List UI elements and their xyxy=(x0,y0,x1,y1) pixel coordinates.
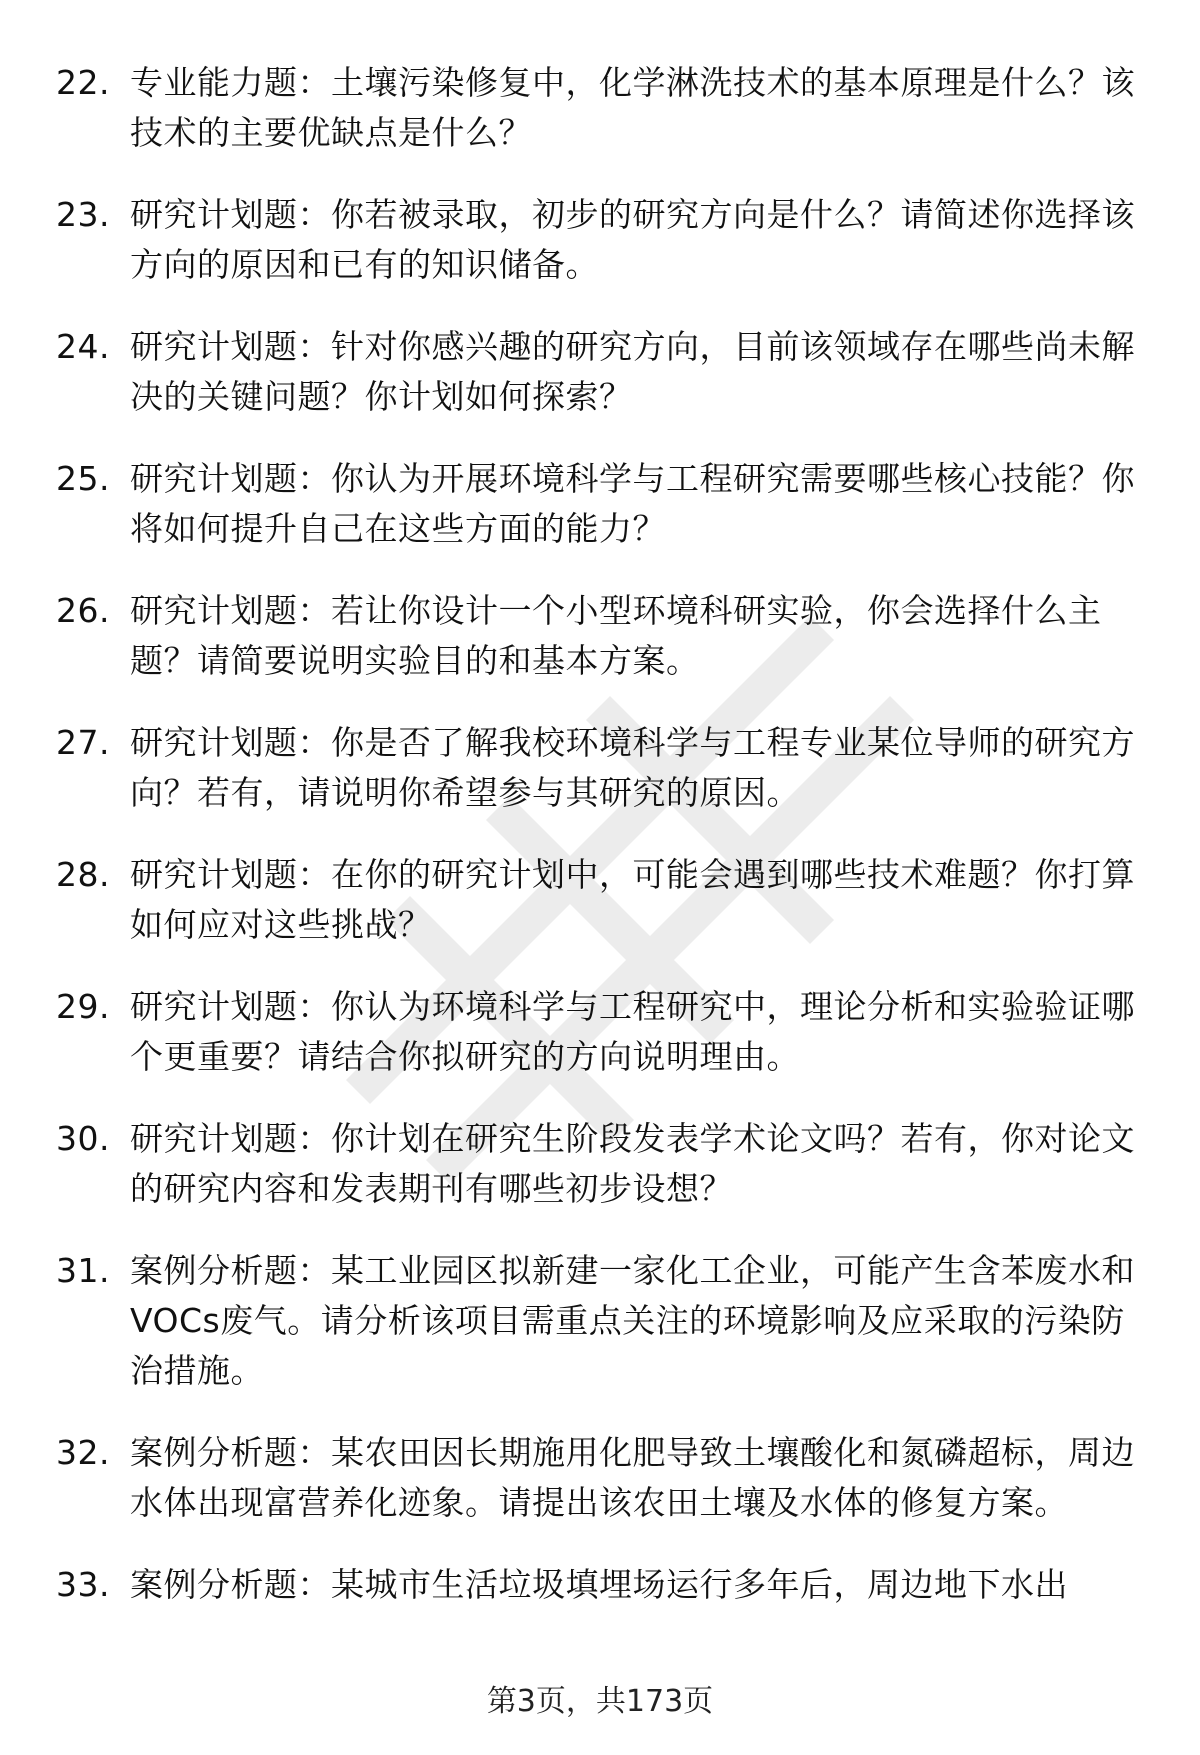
question-text: 研究计划题：若让你设计一个小型环境科研实验，你会选择什么主题？请简要说明实验目的和基本方案。 xyxy=(130,591,1102,680)
question-item-25 xyxy=(0,454,1200,554)
question-item-27 xyxy=(0,718,1200,818)
question-number: 22. xyxy=(56,63,110,102)
question-number: 32. xyxy=(56,1433,110,1472)
question-number: 25. xyxy=(56,459,110,498)
question-item-30 xyxy=(0,1114,1200,1214)
question-number: 27. xyxy=(56,723,110,762)
question-text: 研究计划题：针对你感兴趣的研究方向，目前该领域存在哪些尚未解决的关键问题？你计划如何探索？ xyxy=(130,327,1135,416)
question-text: 研究计划题：你计划在研究生阶段发表学术论文吗？若有，你对论文的研究内容和发表期刊有哪些初步设想？ xyxy=(130,1119,1135,1208)
question-text: 专业能力题：土壤污染修复中，化学淋洗技术的基本原理是什么？该技术的主要优缺点是什么？ xyxy=(130,63,1135,152)
page-footer: 第3页，共173页 xyxy=(486,1684,714,1719)
question-number: 26. xyxy=(56,591,110,630)
question-text: 案例分析题：某城市生活垃圾填埋场运行多年后，周边地下水出 xyxy=(130,1565,1068,1604)
question-item-26 xyxy=(0,586,1200,686)
question-item-29 xyxy=(0,982,1200,1082)
question-number: 24. xyxy=(56,327,110,366)
question-number: 23. xyxy=(56,195,110,234)
question-number: 33. xyxy=(56,1565,110,1604)
question-item-24 xyxy=(0,322,1200,422)
question-number: 29. xyxy=(56,987,110,1026)
question-text: 研究计划题：你认为开展环境科学与工程研究需要哪些核心技能？你将如何提升自己在这些方面的能力？ xyxy=(130,459,1135,548)
question-item-28 xyxy=(0,850,1200,950)
question-text: 研究计划题：你若被录取，初步的研究方向是什么？请简述你选择该方向的原因和已有的知识储备。 xyxy=(130,195,1135,284)
question-item-23 xyxy=(0,190,1200,290)
question-number: 31. xyxy=(56,1251,110,1290)
question-text: 研究计划题：你是否了解我校环境科学与工程专业某位导师的研究方向？若有，请说明你希望参与其研究的原因。 xyxy=(130,723,1135,812)
question-text: 研究计划题：你认为环境科学与工程研究中，理论分析和实验验证哪个更重要？请结合你拟研究的方向说明理由。 xyxy=(130,987,1135,1076)
question-number: 30. xyxy=(56,1119,110,1158)
question-item-22 xyxy=(0,58,1200,158)
question-text: 案例分析题：某工业园区拟新建一家化工企业，可能产生含苯废水和VOCs废气。请分析该项目需重点关注的环境影响及应采取的污染防治措施。 xyxy=(130,1251,1135,1390)
question-number: 28. xyxy=(56,855,110,894)
question-item-31 xyxy=(0,1246,1200,1396)
question-list xyxy=(0,58,1200,1642)
question-item-33 xyxy=(0,1560,1200,1610)
question-text: 案例分析题：某农田因长期施用化肥导致土壤酸化和氮磷超标，周边水体出现富营养化迹象。请提出该农田土壤及水体的修复方案。 xyxy=(130,1433,1135,1522)
question-item-32 xyxy=(0,1428,1200,1528)
question-text: 研究计划题：在你的研究计划中，可能会遇到哪些技术难题？你打算如何应对这些挑战？ xyxy=(130,855,1135,944)
